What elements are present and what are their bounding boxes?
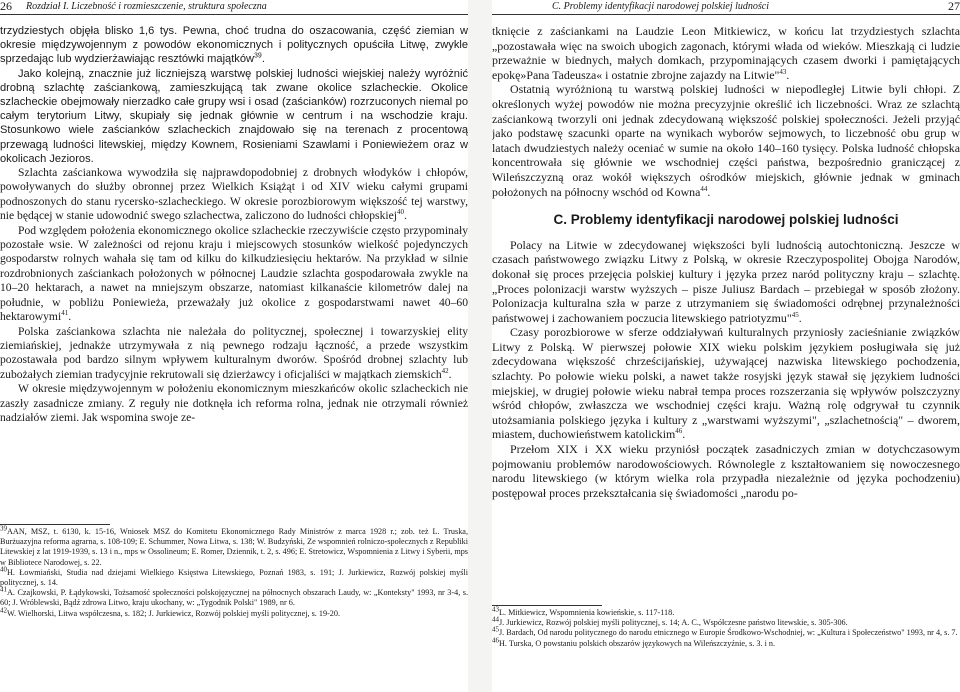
right-page xyxy=(492,0,960,692)
left-footnotes xyxy=(0,524,468,619)
footnote: $^{43}$L. Mitkiewicz, Wspomnienia kowieńskie, s. 117-118. xyxy=(492,605,675,617)
left-page-number: 26 xyxy=(0,0,12,13)
footnote-ref: 42 xyxy=(441,366,449,375)
footnote: $^{41}$A. Czajkowski, P. Łądykowski, Tożsamość społeczności polskojęzycznej na północnych obszarach Laudy, w: „Konteksty" 1993, nr 3-4, s. 60; J. Wróblewski, Bądź zdrowa Litwo, kraju ukochany, w: „Tygodnik Polski" 1989, nr 6. xyxy=(0,585,468,608)
right-running-header xyxy=(492,0,960,15)
footnote: $^{44}$J. Jurkiewicz, Rozwój polskiej myśli politycznej, s. 14; A. C., Współczesne państwo litewskie, s. 305-306. xyxy=(492,615,848,628)
footnote-ref: 41 xyxy=(61,309,69,318)
footnote-ref: 44 xyxy=(700,184,708,193)
paragraph: Czasy porozbiorowe w sferze oddziaływań kulturalnych przyniosły zacieśnianie związków Litwy z Polską. W pierwszej połowie XIX wieku polskim językiem posługiwała się już zdecydowana większość chrześcijańskiej, używającej nazwiska litewskiego pochodzenia, szlachty. Po połowie wieku polski, a nawet także rosyjski język stawał się językiem ludności miejskiej, w drugiej połowie wieku nabrał tempa proces rozszerzania się wpływów polszczyzny wśród chłopów, zwłaszcza we wschodniej części kraju. Ważną rolę odgrywał tu czynnik utożsamiania polskiego języka i kultury z „warstwami wyższymi", „szlachetnością" – dworem, miastem, duchowieństwem katolickim$^{46}$. xyxy=(492,325,960,442)
right-body-text xyxy=(492,24,960,500)
paragraph: Jako kolejną, znacznie już liczniejszą warstwę polskiej ludności wiejskiej należy wyróżnić drobną szlachtę zaściankową, zamieszkującą tak zwane okolice szlacheckie. Okolice szlacheckie obejmowały nierzadko całe grupy wsi i osad (zaścianków) rozrzuconych niemal po całym terytorium Litwy, skupiały się jednak głównie w centrum i na wschodzie kraju. Stosunkowo wiele zaścianków szlacheckich znajdowało się na terenach z procentową przewagą ludności litewskiej, między Kownem, Rosieniami Szawlami i Poniewieżem oraz w okolicach Jezioros. xyxy=(0,67,468,165)
paragraph: Polska zaściankowa szlachta nie należała do politycznej, społecznej i towarzyskiej elity ziemiańskiej, jednakże utrzymywała z nią pewnego rodzaju łączność, a przede wszystkim pozostawała pod bardzo silnym wpływem kulturalnym dworów. Spośród drobnej szlachty lub zubożałych ziemian tradycyjnie rekrutowali się dzierżawcy i oficjaliści w majątkach ziemskich$^{42}$. xyxy=(0,324,468,381)
section-heading: C. Problemy identyfikacji narodowej polskiej ludności xyxy=(553,212,899,228)
right-page-number: 27 xyxy=(948,0,960,13)
paragraph: tknięcie z zaściankami na Laudzie Leon Mitkiewicz, w końcu lat trzydziestych szlachta „pozostawała więc na swoich ubogich zagonach, którymi włada od wieków. Mieszkają ci ludzie przeważnie w biednych, małych domkach, przypominających czasem dworki i pamiętających epokę»Pana Tadeusza« i ostatnie zbrojne zajazdy na Litwie"$^{43}$. xyxy=(492,24,960,82)
footnote-ref: 40 xyxy=(396,208,404,217)
paragraph: Przełom XIX i XX wieku przyniósł początek zasadniczych zmian w dotychczasowym pojmowaniu problemów narodowościowych. Równolegle z kształtowaniem się nowoczesnego narodu litewskiego (w którym wielka rola przypadła niezależnie od języka pochodzeniu) postępował proces przekształcania się świadomości „narodu po- xyxy=(492,442,960,500)
footnote-ref: 46 xyxy=(675,427,683,436)
paragraph: Pod względem położenia ekonomicznego okolice szlacheckie rzeczywiście często przypominały pozostałe wsie. W zależności od rejonu kraju i miejscowych stosunków wielkość pojedynczych gospodarstw rolnych wahała się tam od kilku do kilkudziesięciu hektarów. Na przykład w silnie rozdrobnionych zaściankach położonych w północnej Laudzie szlachta gospodarowała zwykle na 10–20 hektarach, a nawet na mniejszym obszarze, natomiast kilkanaście kilometrów dalej na południe, w pobliżu Poniewieża, przeważały już okolice z gospodarstwami nawet 40–60 hektarowymi$^{41}$. xyxy=(0,223,468,324)
footnote-ref: 39 xyxy=(254,52,262,60)
right-running-head-title: C. Problemy identyfikacji narodowej polskiej ludności xyxy=(552,1,769,12)
footnote: $^{40}$H. Łowmiański, Studia nad dziejami Wielkiego Księstwa Litewskiego, Poznań 1983, s. 191; J. Jurkiewicz, Rozwój polskiej myśli politycznej, s. 14. xyxy=(0,565,468,588)
footnote: $^{46}$H. Turska, O powstaniu polskich obszarów językowych na Wileńszczyźnie, s. 3. i n. xyxy=(492,635,776,648)
paragraph: Szlachta zaściankowa wywodziła się najprawdopodobniej z drobnych włodyków i chłopów, powoływanych do służby obronnej przez Wielkich Książąt i od XIV wieku całymi grupami podnoszonych do stanu rycersko-szlacheckiego. W okresie porozbiorowym większość tej warstwy, nie będącej w stanie udowodnić swego szlachectwa, zaliczono do ludności chłopskiej$^{40}$. xyxy=(0,166,468,223)
paragraph: W okresie międzywojennym w położeniu ekonomicznym mieszkańców okolic szlacheckich nie zaszły zasadnicze zmiany. Z reguły nie dotknęła ich reforma rolna, jednak nie otrzymali również nadziałów ziemi. Jak wspomina swoje ze- xyxy=(0,382,468,424)
book-gutter xyxy=(468,0,492,692)
paragraph: Ostatnią wyróżnioną tu warstwą polskiej ludności w niepodległej Litwie byli chłopi. Z określonych wyżej powodów nie można precyzyjnie określić ich liczebności. Wraz ze szlachtą zaściankową tworzyli oni jednak zdecydowaną większość polskiej społeczności. Jeżeli przyjąć jako podstawę szacunki oparte na wynikach wyborów sejmowych, to liczebność obu grup w latach dwudziestych należy oceniać w sumie na około 140–160 tysięcy. Polska ludność chłopska koncentrowała się głównie we wschodniej części państwa, bezpośrednio graniczącej z Wileńszczyzną oraz wokół większych ośrodków miejskich, głównie jednak w gminach położonych na północny wschód od Kowna$^{44}$. xyxy=(492,82,960,199)
left-running-head-title: Rozdział I. Liczebność i rozmieszczenie, struktura społeczna xyxy=(26,1,267,12)
footnote-ref: 45 xyxy=(791,310,799,319)
footnote-rule xyxy=(492,605,602,606)
paragraph: Polacy na Litwie w zdecydowanej większości byli ludnością autochtoniczną. Jeszcze w czasach państwowego związku Litwy z Polską, w okresie Rzeczypospolitej Obojga Narodów, dokonał się proces przejęcia polskiej kultury i języka przez naród polityczny kraju – szlachtę. „Proces polonizacji warstw wyższych – pisze Juliusz Bardach – przebiegał w sposób złożony. Polonizacja kulturalna szła w parze z utrzymaniem się świadomości odrębnej przynależności państwowej i zachowaniem poczucia litewskiego patriotyzmu"$^{45}$. xyxy=(492,237,960,325)
paragraph: trzydziestych objęła blisko 1,6 tys. Pewna, choć trudna do oszacowania, część ziemian w okresie międzywojennym z powodów ekonomicznych i politycznych opuściła Litwę, zwykle sprzedając lub wydzierżawiając resztówki majątków$^{39}$. xyxy=(0,25,468,66)
footnote-ref: 43 xyxy=(779,67,787,76)
right-footnotes xyxy=(492,605,960,649)
left-body-text xyxy=(0,24,468,425)
left-page xyxy=(0,0,468,692)
footnote: $^{45}$J. Bardach, Od narodu politycznego do narodu etnicznego w Europie Środkowo-Wschodniej, w: „Kultura i Społeczeństwo" 1993, nr 4, s. 7. xyxy=(492,625,958,638)
footnote: $^{39}$AAN, MSZ, t. 6130, k. 15-16, Wniosek MSZ do Komitetu Ekonomicznego Rady Ministrów z marca 1928 r.; zob. też L. Truska, Burżuazyjna reforma agrarna, s. 108-109; E. Schummer, Nowa Litwa, s. 138; W. Budzyński, Ze wspomnień rolniczo-społecznych z Republiki Litewskiej z lat 1919-1939, s. 13 i n., mps w Ossolineum; E. Romer, Dziennik, t. 2, s. 496; E. Stretowicz, Wspomnienia z Litwy i Syberii, mps w Bibliotece Narodowej, s. 22. xyxy=(0,524,468,567)
footnote: $^{42}$W. Wielhorski, Litwa współczesna, s. 182; J. Jurkiewicz, Rozwój polskiej myśli politycznej, s. 19-20. xyxy=(0,605,341,618)
footnote-rule xyxy=(0,524,110,525)
left-running-header xyxy=(0,0,468,15)
